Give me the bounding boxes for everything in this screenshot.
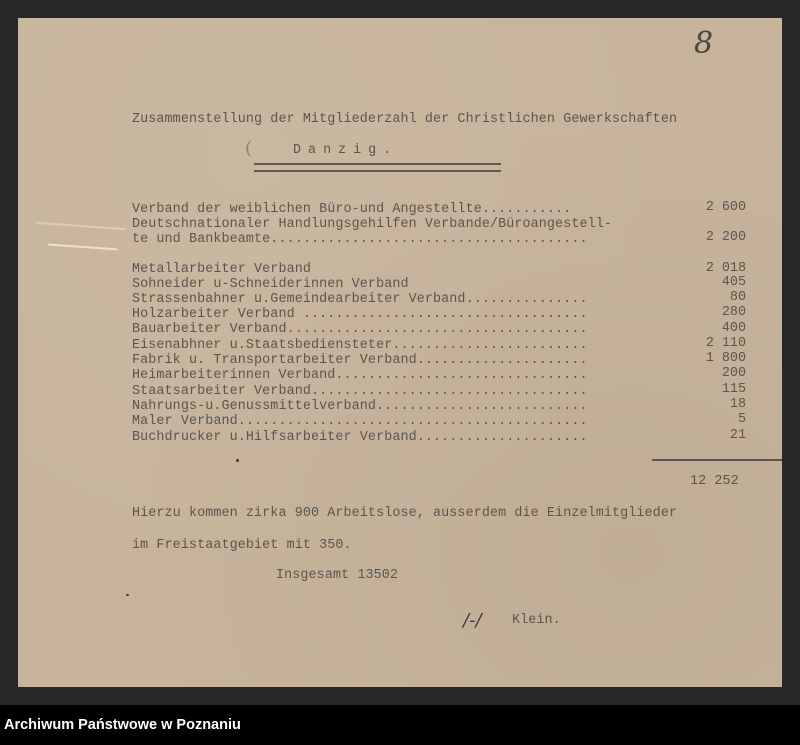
entry-label: Strassenbahner u.Gemeindearbeiter Verband...............: [132, 292, 588, 307]
entry-label: Nahrungs-u.Genussmittelverband..........................: [132, 399, 588, 414]
ink-speck: [126, 594, 129, 596]
subtotal-value: 12 252: [690, 474, 739, 489]
archive-caption: Archiwum Państwowe w Poznaniu: [4, 717, 241, 733]
entry-label: Holzarbeiter Verband ...................................: [132, 307, 588, 322]
entry-label: Eisenabhner u.Staatsbediensteter........................: [132, 338, 588, 353]
entry-value: 5: [737, 412, 746, 427]
ink-speck: [236, 459, 239, 462]
grand-total: Insgesamt 13502: [276, 568, 399, 583]
archive-caption-bar: [0, 705, 800, 745]
entry-value: 405: [721, 275, 746, 290]
entry-value: 21: [729, 428, 746, 443]
entry-label: Heimarbeiterinnen Verband...............................: [132, 368, 588, 383]
note-line: Hierzu kommen zirka 900 Arbeitslose, ausserdem die Einzelmitglieder: [132, 506, 678, 521]
entry-label: Fabrik u. Transportarbeiter Verband.....................: [132, 353, 588, 368]
entry-label: Metallarbeiter Verband: [132, 262, 311, 277]
double-underline: [254, 163, 501, 165]
entry-label: te und Bankbeamte.......................................: [132, 232, 588, 247]
handwritten-page-number: 8: [694, 26, 714, 61]
entry-value: 2 200: [705, 230, 746, 245]
entry-value: 2 110: [705, 336, 746, 351]
entry-label: Sohneider u-Schneiderinnen Verband: [132, 277, 409, 292]
entry-value: 18: [729, 397, 746, 412]
signature: Klein.: [512, 613, 561, 628]
note-line: im Freistaatgebiet mit 350.: [132, 538, 352, 553]
document-subtitle: Danzig.: [293, 143, 399, 158]
entry-value: 2 018: [705, 261, 746, 276]
pencil-mark: (: [245, 138, 253, 159]
entry-label: Deutschnationaler Handlungsgehilfen Verbande/Büroangestell-: [132, 217, 613, 232]
entry-label: Verband der weiblichen Büro-und Angestellte...........: [132, 202, 572, 217]
sum-line: [652, 459, 782, 461]
entry-label: Staatsarbeiter Verband..................................: [132, 384, 588, 399]
paper-crease: [36, 222, 126, 230]
entry-value: 80: [729, 290, 746, 305]
entry-value: 280: [721, 305, 746, 320]
entry-label: Bauarbeiter Verband.....................................: [132, 322, 588, 337]
paper-crease: [48, 244, 118, 251]
entry-value: 115: [721, 382, 746, 397]
entry-value: 200: [721, 366, 746, 381]
entry-value: 400: [721, 321, 746, 336]
entry-value: 2 600: [705, 200, 746, 215]
double-underline: [254, 170, 501, 172]
entry-value: 1 800: [705, 351, 746, 366]
document-title: Zusammenstellung der Mitgliederzahl der Christlichen Gewerkschaften: [132, 112, 678, 127]
entry-label: Buchdrucker u.Hilfsarbeiter Verband.....................: [132, 430, 588, 445]
entry-label: Maler Verband...........................................: [132, 414, 588, 429]
signature-mark: /-/: [463, 610, 482, 631]
